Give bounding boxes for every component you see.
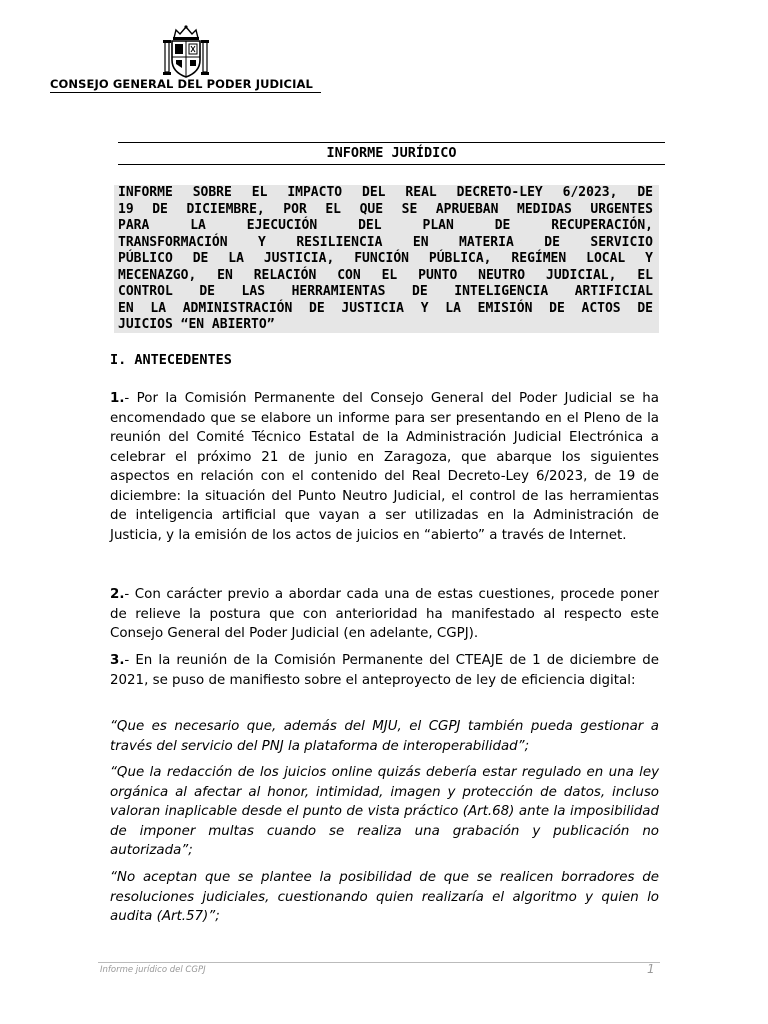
subject-line: 19 DE DICIEMBRE, POR EL QUE SE APRUEBAN MEDIDAS URGENTES: [118, 201, 653, 217]
footer-text: Informe jurídico del CGPJ: [100, 965, 206, 975]
paragraph-2: [110, 585, 659, 644]
subject-line: TRANSFORMACIÓN Y RESILIENCIA EN MATERIA DE SERVICIO: [118, 234, 653, 250]
quote-2: “Que la redacción de los juicios online quizás debería estar regulado en una ley orgánica al afectar al honor, intimidad, imagen y protección de datos, incluso valoran inaplicable desde el punto de vista práctico (Art.68) ante la imposibilidad de imponer multas cuando se realiza una grabación y publicación no autorizada”;: [110, 765, 659, 858]
section-heading: I. ANTECEDENTES: [110, 352, 232, 368]
title-rule-top: [118, 142, 665, 143]
subject-line: PÚBLICO DE LA JUSTICIA, FUNCIÓN PÚBLICA, REGÍMEN LOCAL Y: [118, 251, 653, 266]
paragraph-text: - En la reunión de la Comisión Permanente del CTEAJE de 1 de diciembre de 2021, se puso de manifiesto sobre el anteproyecto de ley de eficiencia digital:: [110, 653, 659, 688]
footer-rule: [98, 962, 660, 963]
subject-line: INFORME SOBRE EL IMPACTO DEL REAL DECRETO-LEY 6/2023, DE: [118, 185, 653, 200]
paragraph-text: - Por la Comisión Permanente del Consejo General del Poder Judicial se ha encomendado que se elabore un informe para ser presentando en el Pleno de la reunión del Comité Técnico Estatal de la Administración Judicial Electrónica a celebrar el próximo 21 de junio en Zaragoza, que abarque los siguientes aspectos en relación con el contenido del Real Decreto-Ley 6/2023, de 19 de diciembre: la situación del Punto Neutro Judicial, el control de las herramientas de inteligencia artificial que vayan a ser utilizadas en la Administración de Justicia, y la emisión de los actos de juicios en “abierto” a través de Internet.: [110, 391, 659, 543]
paragraph-number: 2.: [110, 587, 125, 602]
paragraph-1: [110, 389, 659, 545]
organization-name: CONSEJO GENERAL DEL PODER JUDICIAL: [50, 77, 313, 91]
subject-line: JUICIOS “EN ABIERTO”: [118, 317, 275, 332]
subject-line: PARA LA EJECUCIÓN DEL PLAN DE RECUPERACIÓN,: [118, 218, 653, 233]
coat-of-arms-icon: [160, 24, 212, 80]
title-rule-bottom: [118, 164, 665, 165]
quote-3: “No aceptan que se plantee la posibilidad de que se realicen borradores de resoluciones judiciales, cuestionando quien realizaría el algoritmo y quien lo audita (Art.57)”;: [110, 870, 659, 924]
paragraph-number: 3.: [110, 653, 125, 668]
subject-line: CONTROL DE LAS HERRAMIENTAS DE INTELIGENCIA ARTIFICIAL: [118, 284, 653, 299]
paragraph-number: 1.: [110, 391, 125, 406]
subject-line: EN LA ADMINISTRACIÓN DE JUSTICIA Y LA EMISIÓN DE ACTOS DE: [118, 300, 653, 316]
paragraph-text: - Con carácter previo a abordar cada una de estas cuestiones, procede poner de relieve la postura que con anterioridad ha manifestado al respecto este Consejo General del Poder Judicial (en adelante, CGPJ).: [110, 587, 659, 641]
organization-underline: [50, 92, 321, 93]
subject-line: MECENAZGO, EN RELACIÓN CON EL PUNTO NEUTRO JUDICIAL, EL: [118, 267, 653, 283]
page-number: 1: [647, 962, 655, 976]
quote-1: “Que es necesario que, además del MJU, el CGPJ también pueda gestionar a través del servicio del PNJ la plataforma de interoperabilidad”;: [110, 719, 659, 754]
paragraph-3: [110, 651, 659, 690]
document-title: INFORME JURÍDICO: [326, 145, 457, 161]
